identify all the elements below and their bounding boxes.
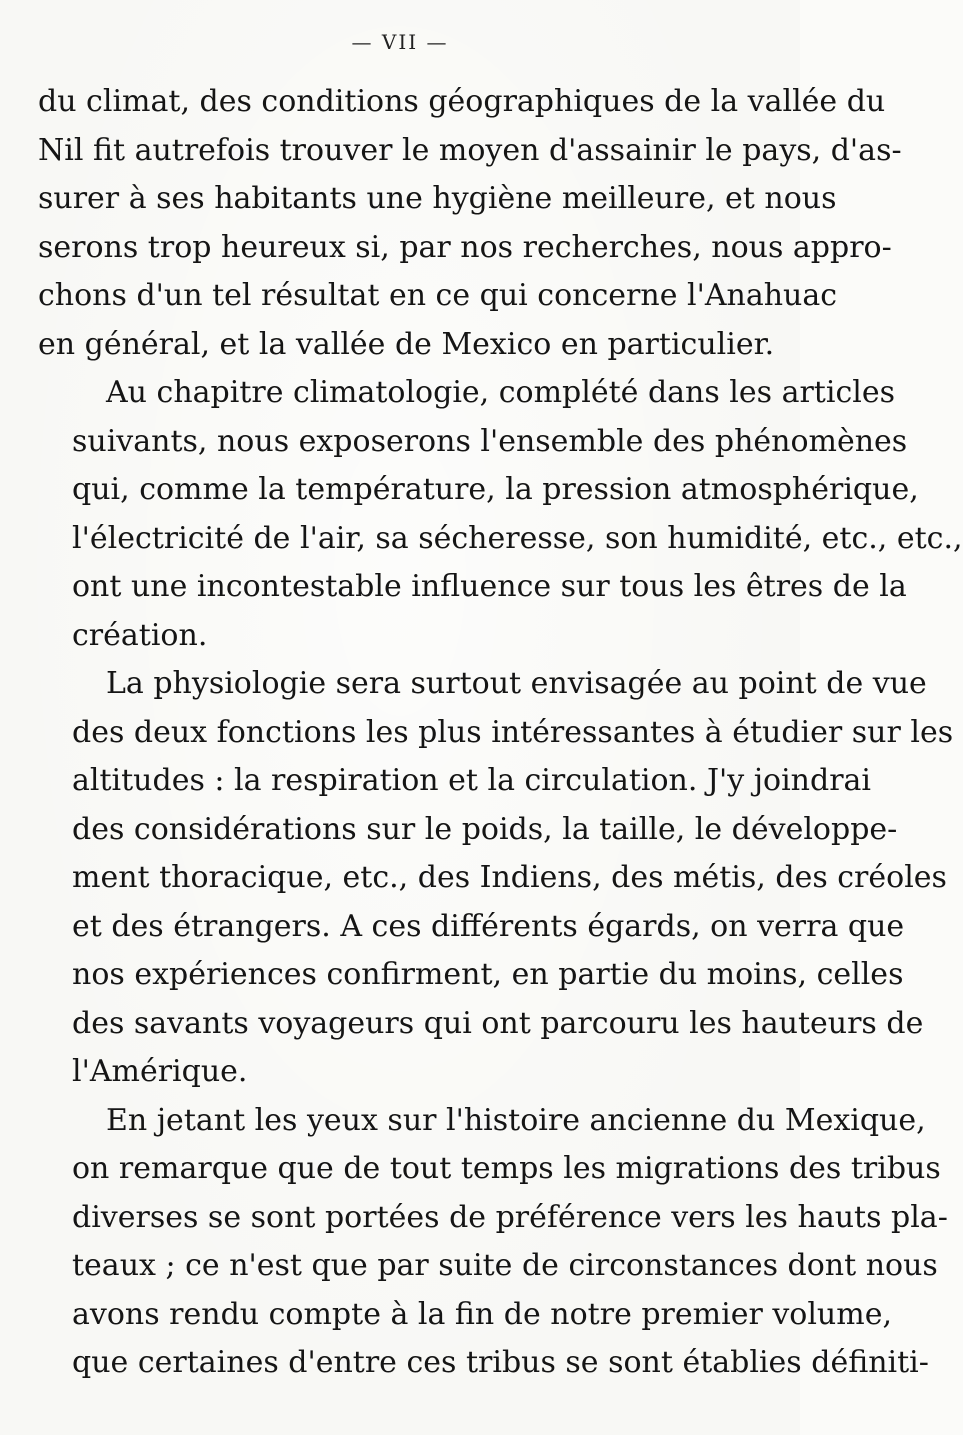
text-line: surer à ses habitants une hygiène meilleure, et nous [38, 181, 837, 216]
page-number: — VII — [351, 30, 449, 54]
text-line: teaux ; ce n'est que par suite de circonstances dont nous [72, 1248, 938, 1283]
text-line: des deux fonctions les plus intéressantes à étudier sur les [72, 714, 954, 750]
paragraph-3 [38, 660, 954, 1097]
body-text [38, 78, 963, 1388]
text-line: l'électricité de l'air, sa sécheresse, son humidité, etc., etc., [72, 520, 963, 556]
text-line: et des étrangers. A ces différents égards, on verra que [72, 908, 905, 944]
text-line: altitudes : la respiration et la circulation. J'y joindrai [72, 763, 872, 798]
text-line: que certaines d'entre ces tribus se sont établies définiti- [72, 1345, 929, 1380]
text-line: du climat, des conditions géographiques de la vallée du [38, 84, 886, 119]
text-line: des considérations sur le poids, la taille, le développe- [72, 811, 898, 847]
text-line: en général, et la vallée de Mexico en particulier. [38, 326, 775, 362]
paragraph-2 [38, 369, 963, 660]
paragraph-4 [38, 1097, 948, 1388]
text-line: serons trop heureux si, par nos recherches, nous appro- [38, 229, 892, 265]
text-line: La physiologie sera surtout envisagée au point de vue [106, 666, 927, 701]
text-line: nos expériences confirment, en partie du moins, celles [72, 957, 904, 992]
text-line: Au chapitre climatologie, complété dans les articles [106, 375, 895, 410]
text-line: l'Amérique. [72, 1054, 248, 1089]
text-line: Nil fit autrefois trouver le moyen d'assainir le pays, d'as- [38, 132, 902, 168]
text-line: suivants, nous exposerons l'ensemble des phénomènes [72, 423, 908, 459]
text-line: on remarque que de tout temps les migrations des tribus [72, 1151, 941, 1186]
text-line: avons rendu compte à la fin de notre premier volume, [72, 1296, 892, 1332]
text-line: qui, comme la température, la pression atmosphérique, [72, 472, 919, 507]
text-line: ment thoracique, etc., des Indiens, des métis, des créoles [72, 860, 947, 895]
text-line: diverses se sont portées de préférence vers les hauts pla- [72, 1199, 948, 1235]
paragraph-1 [38, 78, 902, 369]
text-line: création. [72, 617, 208, 653]
text-line: chons d'un tel résultat en ce qui concerne l'Anahuac [38, 278, 838, 313]
text-line: En jetant les yeux sur l'histoire ancienne du Mexique, [106, 1102, 926, 1138]
text-line: des savants voyageurs qui ont parcouru les hauteurs de [72, 1005, 924, 1041]
text-line: ont une incontestable influence sur tous les êtres de la [72, 569, 907, 604]
